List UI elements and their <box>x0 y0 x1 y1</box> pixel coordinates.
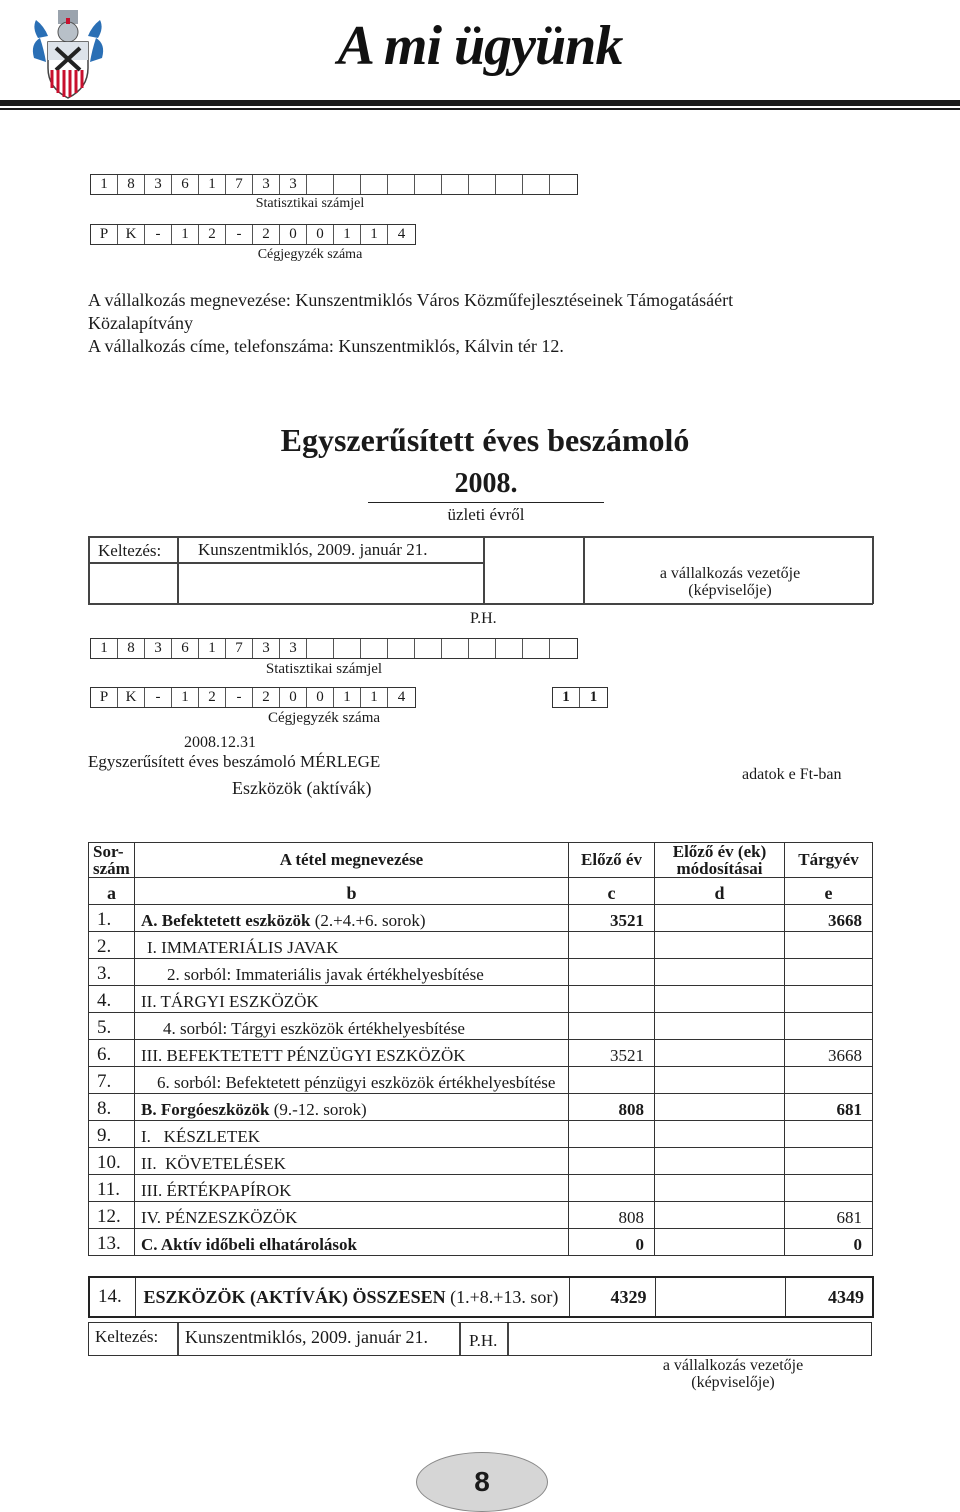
balance-section: Eszközök (aktívák) <box>232 778 372 798</box>
row-label: I. KÉSZLETEK <box>141 1127 260 1146</box>
table-row <box>89 1229 873 1256</box>
row-prev-year <box>569 1175 655 1202</box>
row-label: III. ÉRTÉKPAPÍROK <box>141 1181 292 1200</box>
digit-box: 1 <box>334 225 361 244</box>
registry-number-caption-mid: Cégjegyzék száma <box>267 710 381 726</box>
digit-box <box>388 175 415 194</box>
digit-box <box>361 639 388 658</box>
balance-heading: Egyszerűsített éves beszámoló MÉRLEGE <box>88 752 381 771</box>
row-modification <box>655 1040 785 1067</box>
letter-c: c <box>569 878 655 905</box>
digit-box: 1 <box>199 639 226 658</box>
digit-box: 2 <box>253 688 280 707</box>
row-modification <box>655 1229 785 1256</box>
balance-date: 2008.12.31 <box>184 734 256 751</box>
row-current-year <box>785 1067 873 1094</box>
table-row <box>89 1175 873 1202</box>
seal-label-bottom: P.H. <box>469 1331 498 1350</box>
letter-e: e <box>785 878 873 905</box>
digit-box: 1 <box>199 175 226 194</box>
row-number: 4. <box>89 986 135 1013</box>
row-number: 3. <box>89 959 135 986</box>
row-label-cell <box>135 1040 569 1067</box>
digit-box: 3 <box>253 175 280 194</box>
digit-box <box>415 175 442 194</box>
row-modification <box>655 1094 785 1121</box>
digit-box <box>442 639 469 658</box>
row-label-cell <box>135 959 569 986</box>
balance-sheet-table <box>88 842 873 1256</box>
row-label-cell <box>135 1094 569 1121</box>
row-prev-year <box>569 1013 655 1040</box>
row-modification <box>655 986 785 1013</box>
row-number: 6. <box>89 1040 135 1067</box>
row-label-cell <box>135 905 569 932</box>
digit-box: 3 <box>145 175 172 194</box>
row-number: 13. <box>89 1229 135 1256</box>
leader-title-bottom: a vállalkozás vezetője <box>662 1357 804 1374</box>
dated-value-top: Kunszentmiklós, 2009. január 21. <box>198 540 428 559</box>
digit-box <box>334 639 361 658</box>
digit-box <box>442 175 469 194</box>
digit-box: - <box>226 688 253 707</box>
row-label-cell <box>135 1067 569 1094</box>
row-prev-year: 3521 <box>569 1040 655 1067</box>
digit-box: 3 <box>145 639 172 658</box>
row-number: 7. <box>89 1067 135 1094</box>
dated-label-bottom: Keltezés: <box>95 1327 159 1346</box>
company-name-line1: A vállalkozás megnevezése: Kunszentmiklós Város Közműfejlesztéseinek Támogatásáért <box>88 290 734 310</box>
extra-number-boxes <box>552 687 608 708</box>
dated-value-bottom: Kunszentmiklós, 2009. január 21. <box>185 1327 428 1347</box>
digit-box <box>550 639 577 658</box>
digit-box <box>469 639 496 658</box>
digit-box: 1 <box>91 175 118 194</box>
stat-number-caption: Statisztikai számjel <box>255 196 365 211</box>
row-number: 10. <box>89 1148 135 1175</box>
row-label: II. TÁRGYI ESZKÖZÖK <box>141 992 319 1011</box>
row-label: 6. sorból: Befektetett pénzügyi eszközök értékhelyesbítése <box>157 1073 556 1092</box>
header-rule-thin <box>0 108 960 110</box>
total-label-cell <box>135 1277 569 1317</box>
dated-label-top: Keltezés: <box>98 541 162 560</box>
letter-b: b <box>135 878 569 905</box>
digit-box: 6 <box>172 639 199 658</box>
row-number: 1. <box>89 905 135 932</box>
row-current-year: 681 <box>785 1094 873 1121</box>
seal-label-top: P.H. <box>470 610 497 627</box>
digit-box: 1 <box>589 689 598 705</box>
digit-box <box>523 175 550 194</box>
digit-box: 1 <box>361 225 388 244</box>
stat-number-boxes <box>90 174 578 195</box>
digit-box: 3 <box>280 639 307 658</box>
digit-box <box>334 175 361 194</box>
digit-box <box>523 639 550 658</box>
header-rule <box>0 100 960 106</box>
digit-box <box>550 175 577 194</box>
report-year: 2008. <box>368 466 604 503</box>
row-prev-year: 808 <box>569 1202 655 1229</box>
digit-box: 2 <box>199 688 226 707</box>
digit-box: - <box>145 225 172 244</box>
digit-box <box>388 639 415 658</box>
row-prev-year <box>569 986 655 1013</box>
table-row <box>89 1148 873 1175</box>
row-prev-year <box>569 1067 655 1094</box>
table-row <box>89 1067 873 1094</box>
header-sorszam <box>89 843 135 878</box>
digit-box <box>361 175 388 194</box>
row-label-cell <box>135 1175 569 1202</box>
row-modification <box>655 1148 785 1175</box>
row-current-year <box>785 1175 873 1202</box>
row-label: III. BEFEKTETETT PÉNZÜGYI ESZKÖZÖK <box>141 1046 466 1065</box>
digit-box: 0 <box>280 225 307 244</box>
leader-title-top: a vállalkozás vezetője <box>659 565 801 582</box>
row-label: IV. PÉNZESZKÖZÖK <box>141 1208 298 1227</box>
letter-a: a <box>89 878 135 905</box>
digit-box: 1 <box>172 688 199 707</box>
table-row <box>89 1040 873 1067</box>
row-label: C. Aktív időbeli elhatárolások <box>141 1235 357 1254</box>
digit-box: 6 <box>172 175 199 194</box>
row-label-cell <box>135 1013 569 1040</box>
row-modification <box>655 932 785 959</box>
digit-box: K <box>118 225 145 244</box>
row-current-year <box>785 986 873 1013</box>
digit-box: 3 <box>280 175 307 194</box>
header-modifications <box>655 843 785 878</box>
row-modification <box>655 1175 785 1202</box>
row-label: A. Befektetett eszközök <box>141 911 311 930</box>
digit-box: P <box>91 688 118 707</box>
row-label: I. IMMATERIÁLIS JAVAK <box>147 938 339 957</box>
row-prev-year: 808 <box>569 1094 655 1121</box>
row-label-cell <box>135 986 569 1013</box>
digit-box <box>496 175 523 194</box>
digit-box: - <box>145 688 172 707</box>
row-number: 5. <box>89 1013 135 1040</box>
total-row-table <box>88 1276 874 1318</box>
row-prev-year: 0 <box>569 1229 655 1256</box>
total-curr: 4349 <box>785 1277 873 1317</box>
company-address: A vállalkozás címe, telefonszáma: Kunszentmiklós, Kálvin tér 12. <box>88 336 564 356</box>
table-row <box>89 905 873 932</box>
table-header-row <box>89 843 873 878</box>
digit-box: - <box>226 225 253 244</box>
row-modification <box>655 1067 785 1094</box>
report-title: Egyszerűsített éves beszámoló <box>280 422 690 458</box>
digit-box: P <box>91 225 118 244</box>
digit-box: 4 <box>397 689 406 705</box>
registry-number-boxes-mid <box>90 687 416 708</box>
row-modification <box>655 905 785 932</box>
digit-box: 0 <box>280 688 307 707</box>
header-item-name: A tétel megnevezése <box>135 843 569 878</box>
row-label: 2. sorból: Immateriális javak értékhelyesbítése <box>167 965 484 984</box>
leader-subtitle-bottom: (képviselője) <box>691 1374 775 1391</box>
row-label-cell <box>135 1229 569 1256</box>
row-current-year <box>785 959 873 986</box>
row-label: B. Forgóeszközök <box>141 1100 270 1119</box>
table-row <box>89 959 873 986</box>
total-row <box>89 1277 873 1317</box>
unit-note: adatok e Ft-ban <box>742 766 842 783</box>
row-number: 2. <box>89 932 135 959</box>
total-suffix: (1.+8.+13. sor) <box>445 1286 559 1307</box>
header-mod-line1: Előző év (ek) <box>672 842 767 861</box>
row-label-suffix: (2.+4.+6. sorok) <box>310 911 426 930</box>
stat-number-caption-mid: Statisztikai számjel <box>265 661 383 677</box>
total-number: 14. <box>89 1277 135 1317</box>
row-label: 4. sorból: Tárgyi eszközök értékhelyesbítése <box>163 1019 465 1038</box>
row-prev-year: 3521 <box>569 905 655 932</box>
row-label-cell <box>135 1202 569 1229</box>
table-row <box>89 1013 873 1040</box>
row-label-cell <box>135 1121 569 1148</box>
table-row <box>89 1094 873 1121</box>
digit-box: 7 <box>226 639 253 658</box>
table-row <box>89 1121 873 1148</box>
table-row <box>89 1202 873 1229</box>
signature-block-bottom <box>88 1322 872 1356</box>
digit-box: 1 <box>361 688 388 707</box>
header-current-year: Tárgyév <box>785 843 873 878</box>
digit-box <box>307 639 334 658</box>
digit-box: 8 <box>118 175 145 194</box>
row-modification <box>655 959 785 986</box>
row-current-year: 3668 <box>785 905 873 932</box>
digit-box: 4 <box>397 226 406 242</box>
row-label-cell <box>135 932 569 959</box>
digit-box: 8 <box>118 639 145 658</box>
row-current-year <box>785 1121 873 1148</box>
digit-box <box>469 175 496 194</box>
row-prev-year <box>569 1148 655 1175</box>
row-modification <box>655 1013 785 1040</box>
digit-box: 3 <box>253 639 280 658</box>
digit-box: 0 <box>307 225 334 244</box>
digit-box: 7 <box>226 175 253 194</box>
row-current-year: 0 <box>785 1229 873 1256</box>
report-subtitle: üzleti évről <box>447 505 525 524</box>
row-modification <box>655 1121 785 1148</box>
header-prev-year: Előző év <box>569 843 655 878</box>
table-row <box>89 932 873 959</box>
digit-box: 1 <box>334 688 361 707</box>
letter-d: d <box>655 878 785 905</box>
digit-box: 2 <box>253 225 280 244</box>
row-prev-year <box>569 1121 655 1148</box>
registry-number-caption: Cégjegyzék száma <box>257 247 363 262</box>
leader-subtitle-top: (képviselője) <box>688 582 772 599</box>
digit-box <box>307 175 334 194</box>
row-current-year <box>785 1148 873 1175</box>
digit-box: 1 <box>553 688 580 707</box>
header-mod-line2: módosításai <box>676 859 763 878</box>
digit-box <box>415 639 442 658</box>
row-label-cell <box>135 1148 569 1175</box>
header-sor-line1: Sor- <box>93 842 124 861</box>
row-modification <box>655 1202 785 1229</box>
row-current-year <box>785 932 873 959</box>
site-title: A mi ügyünk <box>337 15 623 77</box>
digit-box: 2 <box>199 225 226 244</box>
digit-box <box>496 639 523 658</box>
row-number: 12. <box>89 1202 135 1229</box>
row-prev-year <box>569 932 655 959</box>
total-mod <box>655 1277 785 1317</box>
total-label: ESZKÖZÖK (AKTÍVÁK) ÖSSZESEN <box>143 1286 446 1307</box>
row-label-suffix: (9.-12. sorok) <box>269 1100 367 1119</box>
total-prev: 4329 <box>569 1277 655 1317</box>
coat-of-arms-icon <box>30 8 106 104</box>
column-letter-row <box>89 878 873 905</box>
digit-box: 1 <box>91 639 118 658</box>
registry-number-boxes <box>90 224 416 245</box>
row-prev-year <box>569 959 655 986</box>
company-name-line2: Közalapítvány <box>88 313 193 333</box>
row-current-year <box>785 1013 873 1040</box>
digit-box: 1 <box>172 225 199 244</box>
row-current-year: 681 <box>785 1202 873 1229</box>
row-number: 11. <box>89 1175 135 1202</box>
header-sor-line2: szám <box>93 859 130 878</box>
stat-number-boxes-mid <box>90 638 578 659</box>
row-label: II. KÖVETELÉSEK <box>141 1154 286 1173</box>
digit-box: 0 <box>307 688 334 707</box>
digit-box: K <box>118 688 145 707</box>
table-row <box>89 986 873 1013</box>
table-body <box>89 905 873 1256</box>
row-current-year: 3668 <box>785 1040 873 1067</box>
page-number: 8 <box>416 1452 548 1512</box>
row-number: 8. <box>89 1094 135 1121</box>
row-number: 9. <box>89 1121 135 1148</box>
